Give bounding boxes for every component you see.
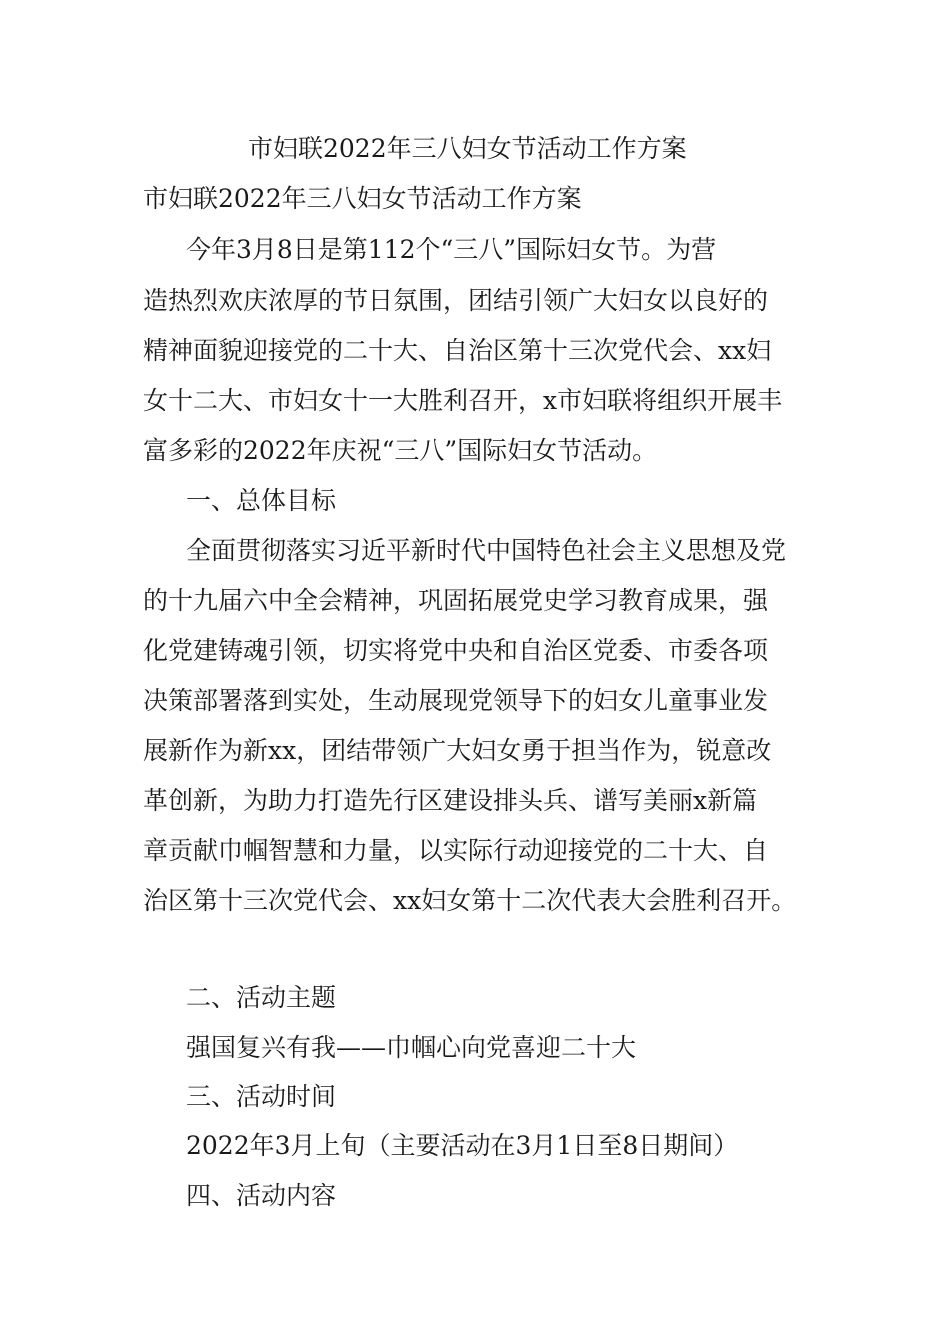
- intro-line: 富多彩的2022年庆祝“三八”国际妇女节活动。: [143, 436, 658, 465]
- intro-line: 女十二大、市妇女十一大胜利召开，x市妇联将组织开展丰: [143, 386, 783, 415]
- intro-line: 精神面貌迎接党的二十大、自治区第十三次党代会、xx妇: [143, 336, 772, 365]
- section-1-line: 革创新，为助力打造先行区建设排头兵、谱写美丽x新篇: [143, 786, 758, 815]
- section-1-line: 治区第十三次党代会、xx妇女第十二次代表大会胜利召开。: [143, 886, 797, 915]
- section-1-line: 全面贯彻落实习近平新时代中国特色社会主义思想及党: [186, 536, 787, 565]
- intro-line: 造热烈欢庆浓厚的节日氛围，团结引领广大妇女以良好的: [143, 286, 769, 315]
- section-3-heading: 三、活动时间: [186, 1082, 337, 1111]
- document-heading: 市妇联2022年三八妇女节活动工作方案: [143, 184, 582, 213]
- section-1-line: 化党建铸魂引领，切实将党中央和自治区党委、市委各项: [143, 636, 769, 665]
- section-1-line: 章贡献巾帼智慧和力量，以实际行动迎接党的二十大、自: [143, 836, 769, 865]
- section-3-text: 2022年3月上旬（主要活动在3月1日至8日期间）: [186, 1131, 739, 1160]
- section-4-heading: 四、活动内容: [186, 1181, 337, 1210]
- document-title: 市妇联2022年三八妇女节活动工作方案: [248, 134, 687, 163]
- intro-line: 今年3月8日是第112个“三八”国际妇女节。为营: [186, 235, 717, 264]
- section-1-line: 决策部署落到实处，生动展现党领导下的妇女儿童事业发: [143, 686, 769, 715]
- section-1-line: 的十九届六中全会精神，巩固拓展党史学习教育成果，强: [143, 586, 769, 615]
- section-2-heading: 二、活动主题: [186, 983, 337, 1012]
- section-1-line: 展新作为新xx，团结带领广大妇女勇于担当作为，锐意改: [143, 736, 772, 765]
- section-1-heading: 一、总体目标: [186, 486, 337, 515]
- section-2-text: 强国复兴有我——巾帼心向党喜迎二十大: [186, 1033, 637, 1062]
